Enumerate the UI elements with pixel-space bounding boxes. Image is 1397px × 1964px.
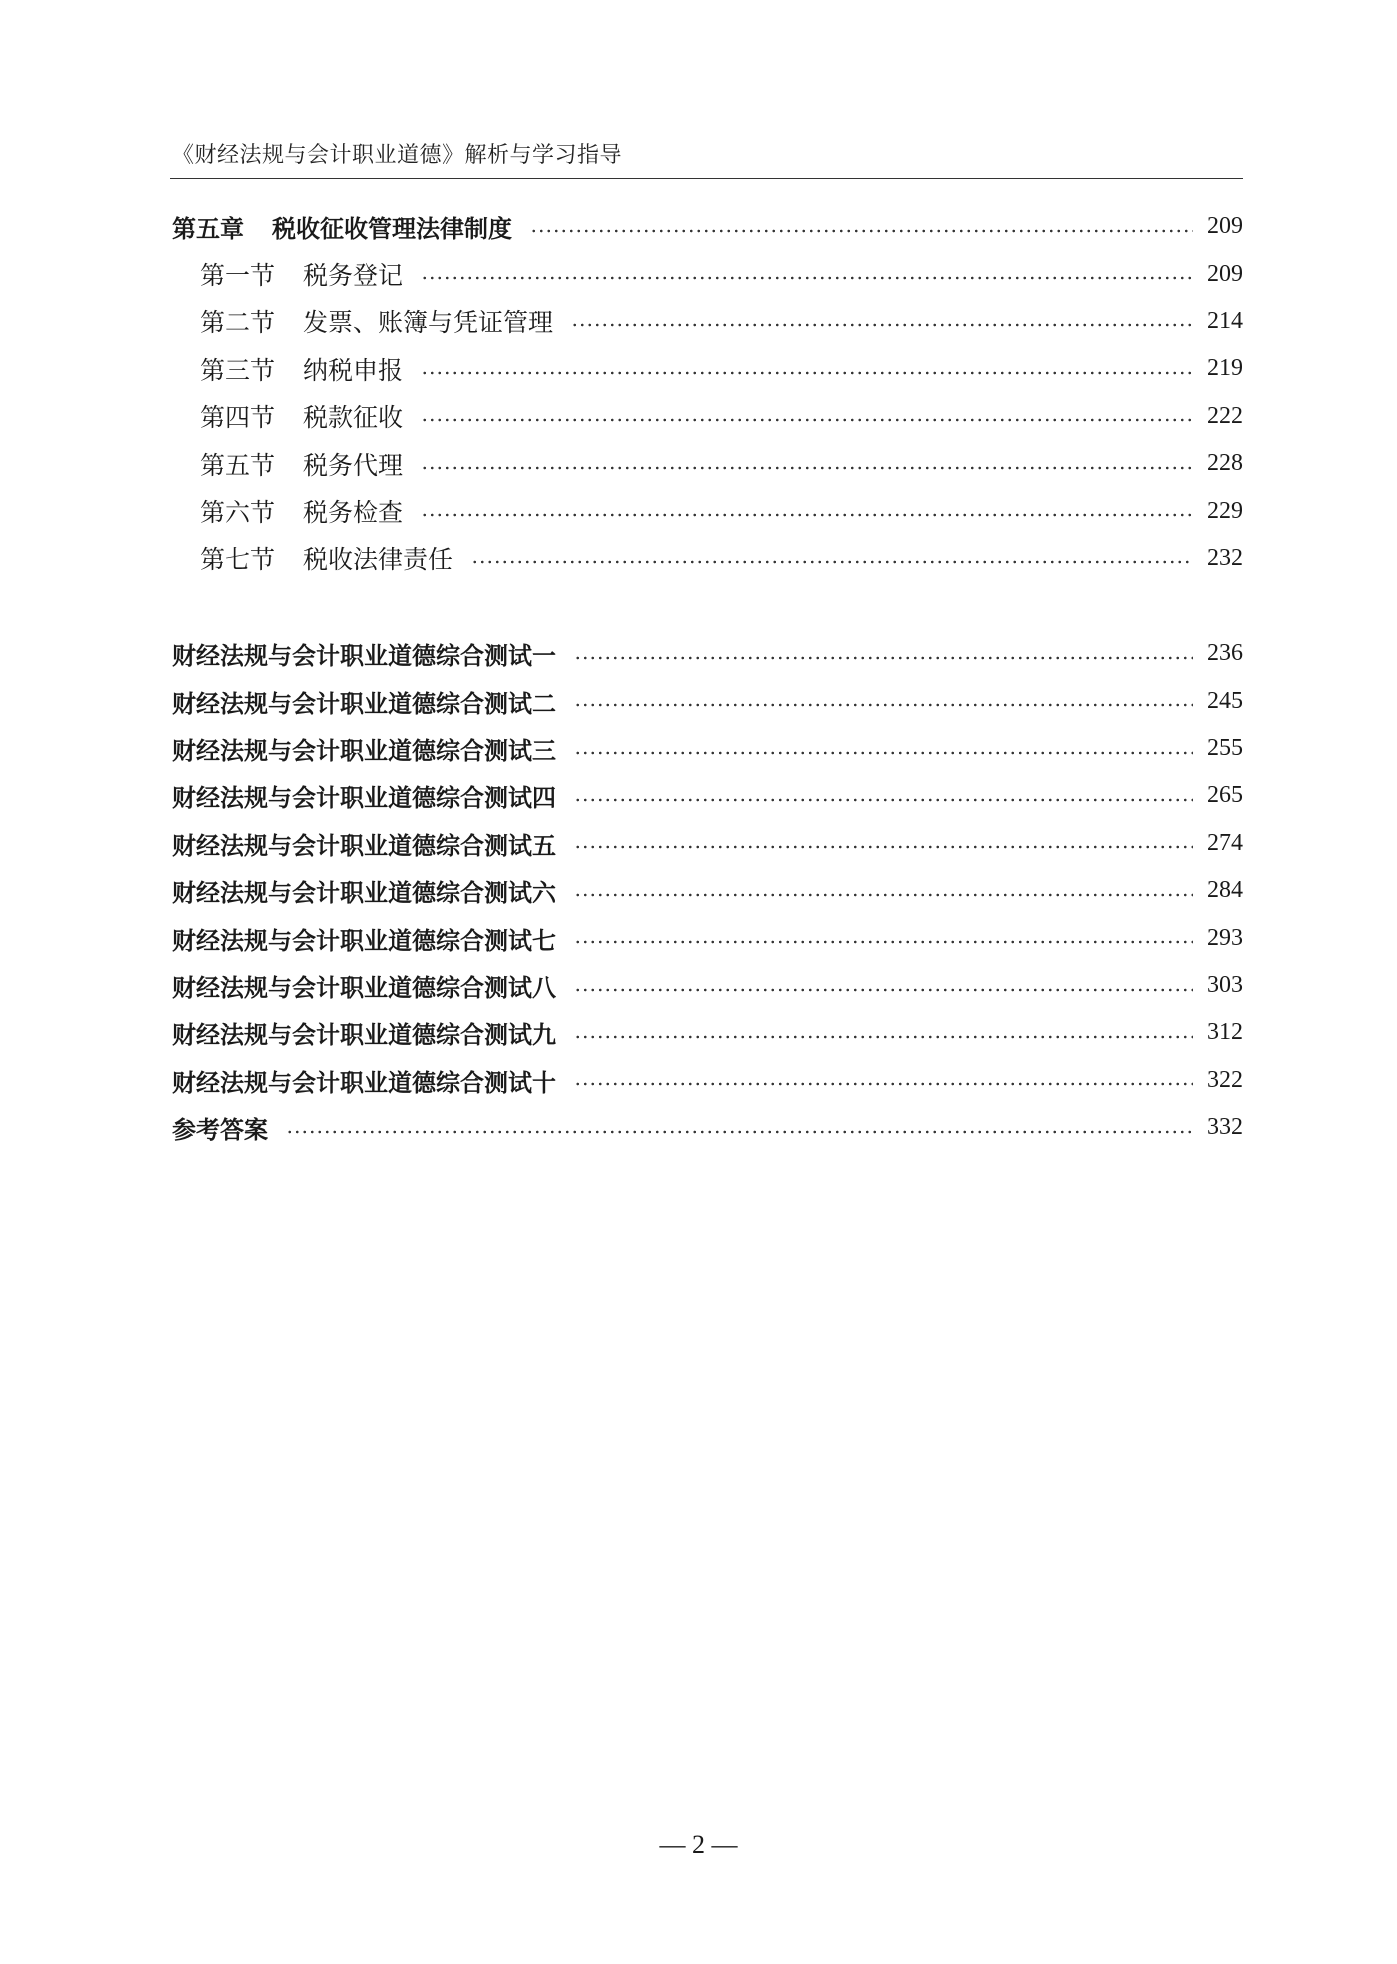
page-number: 232 bbox=[1207, 544, 1243, 571]
chapter-title: 税收征收管理法律制度 bbox=[272, 215, 512, 244]
page-number: 222 bbox=[1207, 402, 1243, 429]
dot-leader bbox=[574, 1082, 1193, 1086]
page-number: 255 bbox=[1207, 735, 1243, 762]
section-number: 第六节 bbox=[200, 498, 276, 528]
page-number: 332 bbox=[1207, 1114, 1243, 1141]
section-number: 第二节 bbox=[200, 308, 276, 338]
toc-test-row[interactable] bbox=[172, 1009, 1243, 1056]
section-number: 第一节 bbox=[200, 261, 276, 291]
test-title: 财经法规与会计职业道德综合测试二 bbox=[172, 689, 556, 718]
dot-leader bbox=[574, 703, 1193, 707]
dot-leader bbox=[286, 1130, 1193, 1134]
table-of-contents bbox=[172, 203, 1243, 1151]
toc-test-row[interactable] bbox=[172, 820, 1243, 867]
page-number: 265 bbox=[1207, 782, 1243, 809]
toc-test-row[interactable] bbox=[172, 678, 1243, 725]
toc-test-row[interactable] bbox=[172, 772, 1243, 819]
page-footer: — 2 — bbox=[659, 1830, 738, 1859]
page-number: 245 bbox=[1207, 687, 1243, 714]
dot-leader bbox=[471, 560, 1193, 564]
toc-chapter-row[interactable] bbox=[172, 203, 1243, 250]
dot-leader bbox=[574, 893, 1193, 897]
section-title: 税收法律责任 bbox=[303, 545, 454, 575]
section-title: 纳税申报 bbox=[303, 355, 404, 385]
page-number: 303 bbox=[1207, 972, 1243, 999]
section-title: 发票、账簿与凭证管理 bbox=[303, 308, 554, 338]
page-number: 322 bbox=[1207, 1066, 1243, 1093]
dot-leader bbox=[530, 229, 1193, 233]
page-number: 293 bbox=[1207, 924, 1243, 951]
page-number: 229 bbox=[1207, 497, 1243, 524]
page-number: 274 bbox=[1207, 829, 1243, 856]
section-number: 第四节 bbox=[200, 403, 276, 433]
dot-leader bbox=[574, 751, 1193, 755]
toc-section-row[interactable] bbox=[172, 535, 1243, 582]
dot-leader bbox=[574, 845, 1193, 849]
test-title: 财经法规与会计职业道德综合测试十 bbox=[172, 1068, 556, 1097]
dot-leader bbox=[421, 276, 1193, 280]
page-number: 214 bbox=[1207, 307, 1243, 334]
page-number: 209 bbox=[1207, 260, 1243, 287]
page-number: 228 bbox=[1207, 450, 1243, 477]
page-number: 236 bbox=[1207, 640, 1243, 667]
toc-section-row[interactable] bbox=[172, 440, 1243, 487]
section-number: 第七节 bbox=[200, 545, 276, 575]
running-header: 《财经法规与会计职业道德》解析与学习指导 bbox=[172, 143, 623, 168]
section-title: 税务登记 bbox=[303, 261, 404, 291]
toc-test-row[interactable] bbox=[172, 914, 1243, 961]
toc-test-row[interactable] bbox=[172, 725, 1243, 772]
dot-leader bbox=[574, 798, 1193, 802]
section-number: 第五节 bbox=[200, 450, 276, 480]
dot-leader bbox=[421, 371, 1193, 375]
dot-leader bbox=[421, 466, 1193, 470]
toc-section-row[interactable] bbox=[172, 250, 1243, 297]
chapter-number: 第五章 bbox=[172, 215, 244, 244]
test-title: 财经法规与会计职业道德综合测试一 bbox=[172, 642, 556, 671]
section-title: 税务检查 bbox=[303, 498, 404, 528]
test-title: 财经法规与会计职业道德综合测试七 bbox=[172, 926, 556, 955]
toc-section-row[interactable] bbox=[172, 393, 1243, 440]
dot-leader bbox=[574, 988, 1193, 992]
test-title: 参考答案 bbox=[172, 1116, 268, 1145]
toc-test-row[interactable] bbox=[172, 867, 1243, 914]
header-rule bbox=[170, 178, 1243, 179]
page-number: 312 bbox=[1207, 1019, 1243, 1046]
toc-section-row[interactable] bbox=[172, 487, 1243, 534]
page-number: 284 bbox=[1207, 877, 1243, 904]
test-title: 财经法规与会计职业道德综合测试四 bbox=[172, 784, 556, 813]
test-title: 财经法规与会计职业道德综合测试九 bbox=[172, 1021, 556, 1050]
toc-section-row[interactable] bbox=[172, 345, 1243, 392]
test-title: 财经法规与会计职业道德综合测试八 bbox=[172, 974, 556, 1003]
dot-leader bbox=[421, 513, 1193, 517]
toc-test-row[interactable] bbox=[172, 1057, 1243, 1104]
dot-leader bbox=[574, 656, 1193, 660]
section-title: 税款征收 bbox=[303, 403, 404, 433]
toc-test-row[interactable] bbox=[172, 1104, 1243, 1151]
page-number: 209 bbox=[1207, 213, 1243, 240]
page-number: 219 bbox=[1207, 355, 1243, 382]
test-title: 财经法规与会计职业道德综合测试三 bbox=[172, 737, 556, 766]
dot-leader bbox=[574, 940, 1193, 944]
section-title: 税务代理 bbox=[303, 450, 404, 480]
toc-test-row[interactable] bbox=[172, 630, 1243, 677]
test-title: 财经法规与会计职业道德综合测试五 bbox=[172, 831, 556, 860]
dot-leader bbox=[421, 418, 1193, 422]
test-title: 财经法规与会计职业道德综合测试六 bbox=[172, 879, 556, 908]
toc-test-row[interactable] bbox=[172, 962, 1243, 1009]
dot-leader bbox=[571, 323, 1193, 327]
section-number: 第三节 bbox=[200, 355, 276, 385]
dot-leader bbox=[574, 1035, 1193, 1039]
toc-section-row[interactable] bbox=[172, 298, 1243, 345]
